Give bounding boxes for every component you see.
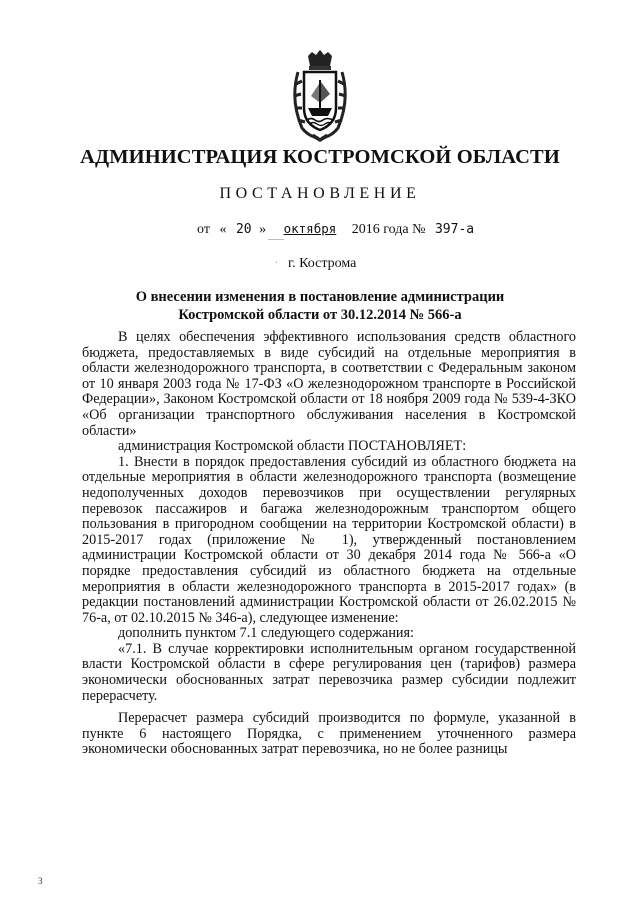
date-month: октября [283,221,337,236]
date-prefix: от [197,222,210,237]
title-line-2: Костромской области от 30.12.2014 № 566-а [178,307,462,323]
kostroma-coat-of-arms-icon [288,50,352,142]
document-type: ПОСТАНОВЛЕНИЕ [219,185,421,202]
body-paragraph-resolves: администрация Костромской области ПОСТАНОВЛЯЕТ: [118,438,467,455]
document-body [82,330,576,758]
document-number: 397-а [434,222,475,237]
document-date-line [197,221,474,238]
corner-mark: 3 [38,876,43,886]
date-day: 20 [235,222,252,237]
scan-artifact [268,239,284,240]
body-paragraph-item-7-1: «7.1. В случае корректировки исполнительным органом государственной власти Костромской области в сфере регулирования цен (тарифов) размера экономически обоснованных затрат перевозчика размер субсидии подлежит перерасчету. [82,640,576,704]
body-paragraph-recalculation: Перерасчет размера субсидий производится по формуле, указанной в пункте 6 настоящего Порядка, с применением уточненного размера экономически обоснованных затрат перевозчика, но не более разницы [82,710,576,758]
document-title [60,288,580,324]
body-paragraph-preamble: В целях обеспечения эффективного использования средств областного бюджета, предоставляемых в виде субсидий на отдельные мероприятия в области железнодорожного транспорта, в соответствии с Федеральным законом от 10 января 2003 года № 17-ФЗ «О железнодорожном транспорте в Российской Федерации», Законом Костромской области от 18 ноября 2009 года № 539-4-ЗКО «Об организации транспортного обслуживания населения в Костромской области» [82,329,576,439]
title-line-1: О внесении изменения в постановление администрации [135,289,505,305]
date-close-quote: » [259,222,267,237]
body-paragraph-item-1: 1. Внести в порядок предоставления субсидий из областного бюджета на отдельные мероприятия в области железнодорожного транспорта (возмещение недополученных доходов перевозчиков при осуществлении регулярных перевозок пассажиров и багажа железнодорожным транспортом общего пользования в пригородном сообщении на территории Костромской области) в 2015-2017 годах (приложение № 1), утвержденный постановлением администрации Костромской области от 30 декабря 2014 года № 566-а «О порядке предоставления субсидий из областного бюджета на отдельные мероприятия в области железнодорожного транспорта в 2015-2017 годах» (в редакции постановлений администрации Костромской области от 26.02.2015 № 76-а, от 02.10.2015 № 346-а), следующее изменение: [82,453,576,626]
scan-artifact-dot: · [275,258,279,269]
date-open-quote: « [219,222,227,237]
date-year: 2016 года № [351,222,426,237]
organization-name: АДМИНИСТРАЦИЯ КОСТРОМСКОЙ ОБЛАСТИ [80,146,560,168]
body-paragraph-add-item: дополнить пунктом 7.1 следующего содержания: [118,625,414,642]
city-name: г. Кострома [288,256,357,271]
